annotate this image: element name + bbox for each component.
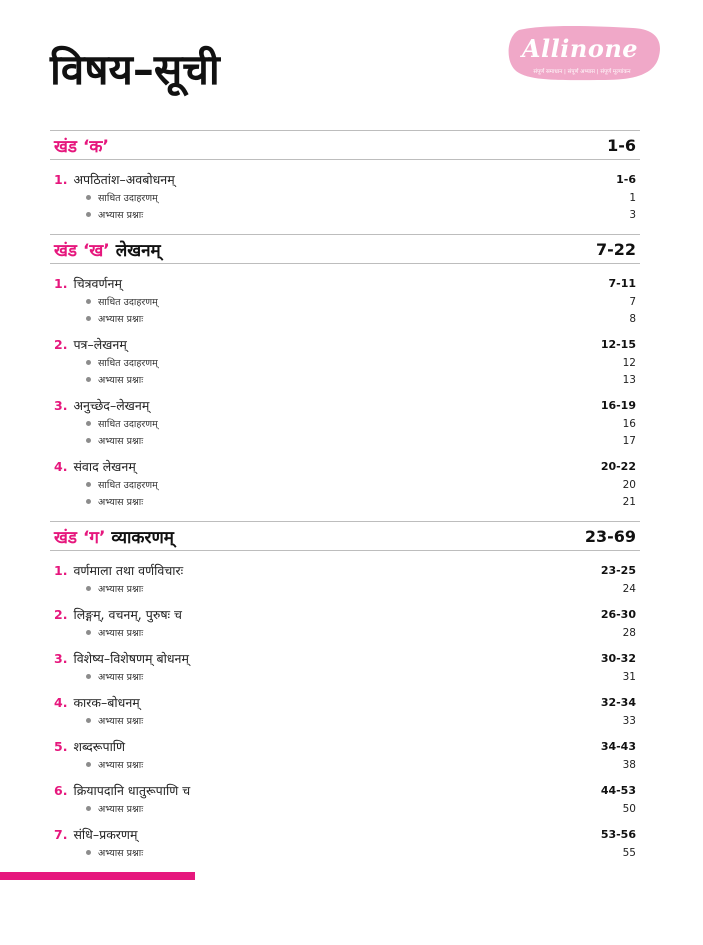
sub-item-page: 20 <box>622 478 636 491</box>
chapter-label <box>54 738 125 755</box>
section-title-suffix: व्याकरणम् <box>111 528 174 548</box>
section-page-range: 23-69 <box>584 527 636 546</box>
chapter-title: पत्र–लेखनम् <box>73 336 127 352</box>
chapter-title: शब्दरूपाणि <box>73 738 126 754</box>
section-title-prefix: खंड <box>54 137 78 157</box>
chapter-label <box>54 562 183 579</box>
sub-item-title: अभ्यास प्रश्नाः <box>98 314 144 325</box>
sub-item-label <box>86 478 158 491</box>
toc-section <box>50 234 640 521</box>
section-title-prefix: खंड <box>54 241 78 261</box>
section-title-letter: ‘क’ <box>82 137 109 157</box>
chapter-entry <box>54 273 636 327</box>
bullet-icon <box>86 586 91 591</box>
chapter-number: 5. <box>54 738 68 754</box>
page-title: विषय–सूची <box>50 45 220 94</box>
bullet-icon <box>86 438 91 443</box>
sub-item-row[interactable] <box>54 580 636 597</box>
chapter-title: संधि–प्रकरणम् <box>73 826 138 842</box>
chapter-row[interactable] <box>54 334 636 354</box>
bullet-icon <box>86 806 91 811</box>
chapter-row[interactable] <box>54 560 636 580</box>
chapter-list <box>50 551 640 872</box>
chapter-number: 1. <box>54 275 68 291</box>
chapter-page-range: 1-6 <box>616 172 636 186</box>
chapter-row[interactable] <box>54 824 636 844</box>
chapter-number: 2. <box>54 606 68 622</box>
bullet-icon <box>86 850 91 855</box>
sub-item-label <box>86 802 143 815</box>
chapter-entry <box>54 604 636 641</box>
sub-item-row[interactable] <box>54 712 636 729</box>
sub-item-row[interactable] <box>54 476 636 493</box>
chapter-row[interactable] <box>54 604 636 624</box>
chapter-number: 1. <box>54 562 68 578</box>
sub-item-title: अभ्यास प्रश्नाः <box>98 672 144 683</box>
sub-item-row[interactable] <box>54 415 636 432</box>
chapter-row[interactable] <box>54 273 636 293</box>
chapter-title: अनुच्छेद–लेखनम् <box>73 397 150 413</box>
sub-item-title: अभ्यास प्रश्नाः <box>98 804 144 815</box>
bullet-icon <box>86 630 91 635</box>
chapter-page-range: 23-25 <box>600 563 636 577</box>
section-title <box>54 238 161 261</box>
chapter-title: संवाद लेखनम् <box>73 458 136 474</box>
chapter-title: अपठितांश–अवबोधनम् <box>73 171 175 187</box>
chapter-entry <box>54 169 636 223</box>
sub-item-row[interactable] <box>54 800 636 817</box>
section-title-prefix: खंड <box>54 528 78 548</box>
chapter-row[interactable] <box>54 736 636 756</box>
chapter-page-range: 16-19 <box>600 398 636 412</box>
chapter-entry <box>54 780 636 817</box>
bullet-icon <box>86 212 91 217</box>
chapter-row[interactable] <box>54 169 636 189</box>
chapter-page-range: 30-32 <box>600 651 636 665</box>
section-title-suffix: लेखनम् <box>115 241 161 261</box>
sub-item-label <box>86 356 158 369</box>
chapter-number: 2. <box>54 336 68 352</box>
sub-item-label <box>86 846 143 859</box>
sub-item-row[interactable] <box>54 844 636 861</box>
chapter-label <box>54 694 140 711</box>
sub-item-title: अभ्यास प्रश्नाः <box>98 760 144 771</box>
chapter-label <box>54 826 137 843</box>
bottom-accent-bar <box>0 872 195 880</box>
sub-item-title: अभ्यास प्रश्नाः <box>98 716 144 727</box>
chapter-page-range: 26-30 <box>600 607 636 621</box>
chapter-title: क्रियापदानि धातुरूपाणि च <box>73 782 191 798</box>
bullet-icon <box>86 718 91 723</box>
sub-item-title: साधित उदाहरणम् <box>98 358 158 369</box>
bullet-icon <box>86 421 91 426</box>
sub-item-page: 8 <box>629 312 636 325</box>
sub-item-label <box>86 208 143 221</box>
toc-section <box>50 521 640 872</box>
sub-item-title: साधित उदाहरणम् <box>98 297 158 308</box>
sub-item-label <box>86 670 143 683</box>
sub-item-page: 1 <box>629 191 636 204</box>
sub-item-title: अभ्यास प्रश्नाः <box>98 628 144 639</box>
sub-item-row[interactable] <box>54 371 636 388</box>
sub-item-row[interactable] <box>54 493 636 510</box>
bullet-icon <box>86 482 91 487</box>
chapter-entry <box>54 334 636 388</box>
sub-item-row[interactable] <box>54 756 636 773</box>
section-title-letter: ‘ग’ <box>82 528 106 548</box>
chapter-title: विशेष्य–विशेषणम् बोधनम् <box>73 650 189 666</box>
sub-item-label <box>86 758 143 771</box>
sub-item-title: अभ्यास प्रश्नाः <box>98 497 144 508</box>
chapter-entry <box>54 824 636 861</box>
sub-item-label <box>86 582 143 595</box>
sub-item-row[interactable] <box>54 206 636 223</box>
chapter-label <box>54 171 175 188</box>
chapter-page-range: 7-11 <box>608 276 636 290</box>
sub-item-label <box>86 295 158 308</box>
chapter-entry <box>54 692 636 729</box>
chapter-page-range: 44-53 <box>600 783 636 797</box>
chapter-page-range: 53-56 <box>600 827 636 841</box>
sub-item-label <box>86 495 143 508</box>
sub-item-title: साधित उदाहरणम् <box>98 480 158 491</box>
bullet-icon <box>86 377 91 382</box>
section-header[interactable] <box>50 521 640 551</box>
sub-item-page: 3 <box>629 208 636 221</box>
bullet-icon <box>86 762 91 767</box>
section-title <box>54 134 109 157</box>
sub-item-page: 21 <box>622 495 636 508</box>
sub-item-page: 7 <box>629 295 636 308</box>
section-page-range: 1-6 <box>607 136 636 155</box>
chapter-number: 3. <box>54 397 68 413</box>
sub-item-row[interactable] <box>54 293 636 310</box>
chapter-title: वर्णमाला तथा वर्णविचारः <box>73 562 184 578</box>
bullet-icon <box>86 195 91 200</box>
sub-item-title: अभ्यास प्रश्नाः <box>98 436 144 447</box>
logo-tagline: संपूर्ण समाधान | संपूर्ण अभ्यास | संपूर्ण मूल्यांकन <box>533 69 631 75</box>
section-title-letter: ‘ख’ <box>82 241 110 261</box>
section-header[interactable] <box>50 130 640 160</box>
chapter-list <box>50 160 640 234</box>
sub-item-title: साधित उदाहरणम् <box>98 419 158 430</box>
sub-item-page: 33 <box>622 714 636 727</box>
sub-item-page: 31 <box>622 670 636 683</box>
logo-text: Allinone <box>521 34 639 63</box>
chapter-row[interactable] <box>54 692 636 712</box>
sub-item-label <box>86 626 143 639</box>
chapter-number: 1. <box>54 171 68 187</box>
chapter-entry <box>54 456 636 510</box>
chapter-label <box>54 275 122 292</box>
section-header[interactable] <box>50 234 640 264</box>
sub-item-row[interactable] <box>54 668 636 685</box>
section-title <box>54 525 174 548</box>
chapter-list <box>50 264 640 521</box>
chapter-number: 7. <box>54 826 68 842</box>
sub-item-label <box>86 373 143 386</box>
chapter-label <box>54 606 182 623</box>
chapter-title: चित्रवर्णनम् <box>73 275 122 291</box>
sub-item-page: 38 <box>622 758 636 771</box>
bullet-icon <box>86 499 91 504</box>
chapter-number: 3. <box>54 650 68 666</box>
chapter-title: लिङ्गम्, वचनम्, पुरुषः च <box>73 606 182 622</box>
chapter-row[interactable] <box>54 456 636 476</box>
sub-item-label <box>86 417 158 430</box>
sub-item-page: 13 <box>622 373 636 386</box>
chapter-page-range: 34-43 <box>600 739 636 753</box>
table-of-contents <box>50 130 640 872</box>
chapter-row[interactable] <box>54 780 636 800</box>
sub-item-row[interactable] <box>54 310 636 327</box>
sub-item-page: 50 <box>622 802 636 815</box>
sub-item-title: साधित उदाहरणम् <box>98 193 158 204</box>
sub-item-page: 16 <box>622 417 636 430</box>
toc-section <box>50 130 640 234</box>
sub-item-row[interactable] <box>54 624 636 641</box>
brand-logo <box>505 22 665 86</box>
chapter-number: 6. <box>54 782 68 798</box>
chapter-row[interactable] <box>54 648 636 668</box>
chapter-page-range: 20-22 <box>600 459 636 473</box>
chapter-entry <box>54 560 636 597</box>
chapter-label <box>54 397 149 414</box>
section-page-range: 7-22 <box>595 240 636 259</box>
bullet-icon <box>86 316 91 321</box>
sub-item-title: अभ्यास प्रश्नाः <box>98 584 144 595</box>
sub-item-label <box>86 434 143 447</box>
sub-item-row[interactable] <box>54 354 636 371</box>
chapter-entry <box>54 648 636 685</box>
bullet-icon <box>86 674 91 679</box>
chapter-label <box>54 782 190 799</box>
sub-item-page: 28 <box>622 626 636 639</box>
sub-item-label <box>86 312 143 325</box>
sub-item-title: अभ्यास प्रश्नाः <box>98 375 144 386</box>
sub-item-page: 55 <box>622 846 636 859</box>
chapter-page-range: 12-15 <box>600 337 636 351</box>
bullet-icon <box>86 299 91 304</box>
sub-item-page: 24 <box>622 582 636 595</box>
chapter-title: कारक–बोधनम् <box>73 694 140 710</box>
sub-item-row[interactable] <box>54 189 636 206</box>
sub-item-title: अभ्यास प्रश्नाः <box>98 848 144 859</box>
sub-item-page: 17 <box>622 434 636 447</box>
chapter-label <box>54 458 136 475</box>
chapter-number: 4. <box>54 694 68 710</box>
chapter-number: 4. <box>54 458 68 474</box>
chapter-page-range: 32-34 <box>600 695 636 709</box>
sub-item-page: 12 <box>622 356 636 369</box>
chapter-entry <box>54 395 636 449</box>
sub-item-label <box>86 714 143 727</box>
sub-item-title: अभ्यास प्रश्नाः <box>98 210 144 221</box>
chapter-row[interactable] <box>54 395 636 415</box>
sub-item-row[interactable] <box>54 432 636 449</box>
sub-item-label <box>86 191 158 204</box>
bullet-icon <box>86 360 91 365</box>
chapter-label <box>54 336 127 353</box>
chapter-label <box>54 650 189 667</box>
chapter-entry <box>54 736 636 773</box>
